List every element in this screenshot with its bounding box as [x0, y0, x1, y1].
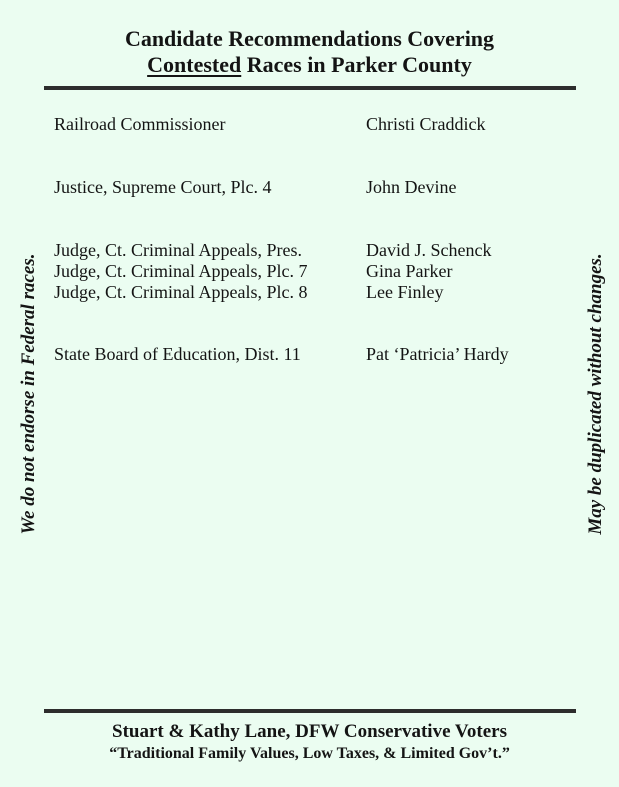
left-margin-note: We do not endorse in Federal races.	[18, 253, 39, 535]
race-office: Railroad Commissioner	[54, 114, 226, 134]
race-candidate: David J. Schenck	[366, 240, 492, 260]
right-margin-note: May be duplicated without changes.	[585, 253, 606, 535]
race-candidate: Pat ‘Patricia’ Hardy	[366, 344, 509, 364]
race-candidate: Gina Parker	[366, 261, 453, 281]
race-office: Justice, Supreme Court, Plc. 4	[54, 177, 272, 197]
race-office: Judge, Ct. Criminal Appeals, Plc. 7	[54, 261, 308, 281]
footer-author: Stuart & Kathy Lane, DFW Conservative Voters	[112, 721, 507, 742]
race-office: Judge, Ct. Criminal Appeals, Pres.	[54, 240, 302, 260]
footer-slogan: “Traditional Family Values, Low Taxes, & Limited Gov’t.”	[109, 745, 510, 762]
race-candidate: Lee Finley	[366, 282, 444, 302]
race-candidate: Christi Craddick	[366, 114, 486, 134]
top-divider	[44, 86, 576, 90]
page-title: Candidate Recommendations Covering	[124, 26, 495, 51]
bottom-divider	[44, 709, 576, 713]
race-office: Judge, Ct. Criminal Appeals, Plc. 8	[54, 282, 308, 302]
subtitle-rest: Races in Parker County	[241, 52, 472, 77]
race-candidate: John Devine	[366, 177, 457, 197]
race-office: State Board of Education, Dist. 11	[54, 344, 301, 364]
page-subtitle	[0, 52, 619, 78]
contested-word: Contested	[147, 52, 242, 77]
